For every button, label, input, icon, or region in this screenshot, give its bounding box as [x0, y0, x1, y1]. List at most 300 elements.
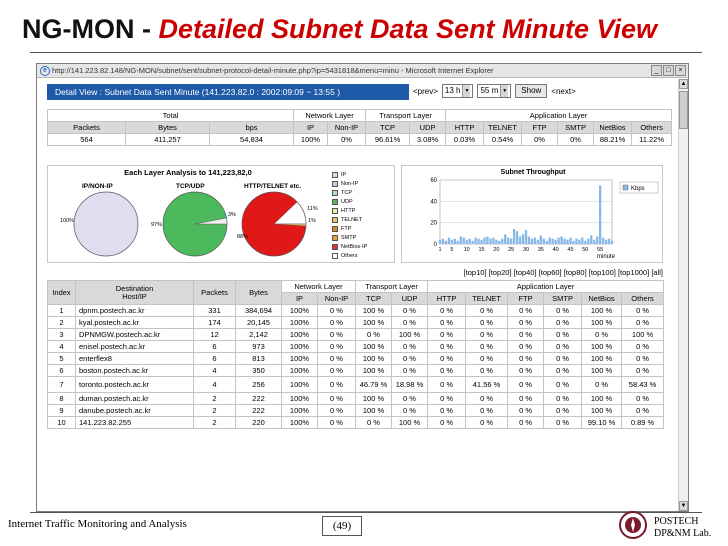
top10-link[interactable]: [top10] — [463, 268, 487, 277]
window-controls — [651, 65, 686, 76]
table-cell: 100 % — [582, 405, 622, 417]
pie-app-label: HTTP/TELNET etc. — [244, 183, 302, 190]
table-cell: 0 % — [466, 329, 508, 341]
summary-total-header: Total — [48, 110, 294, 122]
table-cell: 100 % — [582, 341, 622, 353]
summary-value: 0.54% — [484, 134, 522, 146]
throughput-bar — [507, 238, 509, 244]
table-cell: 18.98 % — [392, 377, 428, 393]
table-cell: 0 % — [318, 305, 356, 317]
pie-tcp-label: TCP/UDP — [176, 183, 205, 190]
throughput-bar — [546, 241, 548, 244]
host-name-link[interactable]: danube.postech.ac.kr — [76, 405, 194, 417]
pie-telnet-pct: 1% — [308, 218, 316, 224]
host-name-link[interactable]: 141.223.82.255 — [76, 417, 194, 429]
ie-icon: e — [40, 66, 50, 76]
table-cell: 100% — [282, 417, 318, 429]
summary-col-header: TCP — [366, 122, 410, 134]
host-name-link[interactable]: enterflex8 — [76, 353, 194, 365]
detail-col-header: TCP — [356, 293, 392, 305]
throughput-bar — [460, 237, 462, 244]
legend-label: Kbps — [631, 186, 645, 192]
summary-value: 11.22% — [632, 134, 672, 146]
table-cell: 0 % — [544, 305, 582, 317]
table-cell: 0 % — [318, 377, 356, 393]
throughput-bar — [540, 235, 542, 244]
top60-link[interactable]: [top60] — [538, 268, 562, 277]
destination-header-line1: Destination — [115, 283, 154, 293]
table-cell: 0 % — [466, 341, 508, 353]
legend-swatch — [332, 235, 338, 241]
table-cell: 973 — [236, 341, 282, 353]
vertical-scrollbar[interactable] — [678, 79, 688, 511]
summary-col-header: SMTP — [558, 122, 594, 134]
table-row — [48, 377, 664, 393]
throughput-bar — [566, 240, 568, 244]
table-cell: 0 % — [622, 353, 664, 365]
hour-select[interactable] — [442, 84, 474, 98]
throughput-bar — [590, 235, 592, 244]
table-cell: 2 — [48, 317, 76, 329]
legend-label: Non-IP — [341, 180, 359, 187]
table-cell: 0 % — [318, 317, 356, 329]
legend-label: IP — [341, 171, 347, 178]
summary-col-header: TELNET — [484, 122, 522, 134]
throughput-bar — [519, 237, 521, 244]
footer-org — [654, 516, 711, 540]
detail-col-header: Non-IP — [318, 293, 356, 305]
legend-item — [332, 170, 392, 179]
table-cell: 256 — [236, 377, 282, 393]
throughput-bar — [581, 238, 583, 244]
bytes-header: Bytes — [236, 281, 282, 305]
table-cell: 20,145 — [236, 317, 282, 329]
chevron-down-icon: ▼ — [500, 85, 508, 97]
table-cell: 0.89 % — [622, 417, 664, 429]
table-cell: 0 % — [622, 365, 664, 377]
table-cell: 0 % — [544, 405, 582, 417]
table-cell: 0 % — [544, 317, 582, 329]
legend-label: UDP — [341, 198, 353, 205]
x-tick-label: 50 — [582, 247, 589, 253]
table-cell: 100% — [282, 365, 318, 377]
throughput-bar — [477, 239, 479, 244]
table-cell: 0 % — [508, 353, 544, 365]
table-cell: 0 % — [544, 329, 582, 341]
x-tick-label: 1 — [438, 247, 442, 253]
minute-value: 55 m — [480, 86, 499, 95]
legend-swatch — [332, 253, 338, 259]
chevron-down-icon: ▼ — [462, 85, 470, 97]
slide-title-sub: Detailed Subnet Data Sent Minute View — [158, 14, 658, 44]
top1000-link[interactable]: [top1000] — [617, 268, 650, 277]
y-tick-label: 40 — [430, 199, 437, 206]
throughput-bar — [560, 237, 562, 244]
slide-title-main: NG-MON - — [22, 14, 159, 44]
table-cell: 12 — [194, 329, 236, 341]
top20-link[interactable]: [top20] — [488, 268, 512, 277]
throughput-bar — [439, 240, 441, 244]
table-cell: 0 % — [508, 405, 544, 417]
x-tick-label: 55 — [597, 247, 604, 253]
all-link[interactable]: [all] — [651, 268, 663, 277]
table-row — [48, 341, 664, 353]
host-name-link[interactable]: toronto.postech.ac.kr — [76, 377, 194, 393]
summary-col-header: Non-IP — [328, 122, 366, 134]
x-tick-label: 20 — [493, 247, 500, 253]
slide-title — [22, 14, 657, 45]
detail-transport-header: Transport Layer — [356, 281, 428, 293]
summary-network-header: Network Layer — [294, 110, 366, 122]
throughput-bar — [596, 237, 598, 244]
table-cell: 0 % — [428, 377, 466, 393]
host-name-link[interactable]: kyal.postech.ac.kr — [76, 317, 194, 329]
summary-table — [47, 109, 672, 146]
throughput-bar — [513, 229, 515, 244]
table-cell: 6 — [48, 365, 76, 377]
table-cell: 100 % — [356, 353, 392, 365]
table-cell: 0 % — [392, 341, 428, 353]
table-cell: 0 % — [544, 353, 582, 365]
x-tick-label: 35 — [537, 247, 544, 253]
summary-value: 0% — [558, 134, 594, 146]
throughput-bar — [474, 238, 476, 244]
throughput-bar — [471, 241, 473, 244]
table-cell: 100 % — [356, 305, 392, 317]
table-cell: 0 % — [318, 393, 356, 405]
x-tick-label: 15 — [478, 247, 485, 253]
throughput-bar — [572, 241, 574, 244]
summary-application-header: Application Layer — [446, 110, 672, 122]
table-cell: 100 % — [356, 365, 392, 377]
throughput-bar — [486, 237, 488, 244]
legend-item — [332, 233, 392, 242]
throughput-panel — [401, 165, 663, 263]
throughput-bar — [599, 185, 601, 244]
throughput-bar — [489, 239, 491, 244]
table-cell: 0 % — [544, 417, 582, 429]
host-rows — [48, 305, 664, 429]
legend-swatch — [623, 185, 628, 190]
detail-network-header: Network Layer — [282, 281, 356, 293]
legend-label: HTTP — [341, 207, 356, 214]
summary-transport-header: Transport Layer — [366, 110, 446, 122]
detail-col-header: FTP — [508, 293, 544, 305]
throughput-bar — [445, 241, 447, 244]
table-cell: 0 % — [392, 353, 428, 365]
throughput-bar — [587, 239, 589, 244]
table-cell: 0 % — [428, 365, 466, 377]
host-name-link[interactable]: duman.postech.ac.kr — [76, 393, 194, 405]
legend-label: FTP — [341, 225, 352, 232]
table-cell: 99.10 % — [582, 417, 622, 429]
table-cell: 0 % — [318, 353, 356, 365]
detail-col-header: NetBios — [582, 293, 622, 305]
summary-col-header: IP — [294, 122, 328, 134]
close-button[interactable]: × — [675, 65, 686, 76]
table-cell: 0 % — [622, 317, 664, 329]
table-cell: 0 % — [508, 417, 544, 429]
throughput-bar — [483, 238, 485, 244]
throughput-bar — [525, 230, 527, 244]
throughput-bar — [605, 240, 607, 244]
x-tick-label: 5 — [450, 247, 454, 253]
table-cell: 0 % — [466, 353, 508, 365]
table-cell: 0 % — [508, 377, 544, 393]
table-cell: 58.43 % — [622, 377, 664, 393]
table-cell: 100% — [282, 405, 318, 417]
throughput-bar — [522, 234, 524, 244]
table-cell: 6 — [194, 353, 236, 365]
throughput-bar — [549, 238, 551, 244]
detail-col-header: SMTP — [544, 293, 582, 305]
table-cell: 0 % — [466, 305, 508, 317]
pie-udp-pct: 3% — [228, 212, 236, 218]
table-cell: 100 % — [582, 365, 622, 377]
table-cell: 100% — [282, 329, 318, 341]
table-cell: 0 % — [544, 393, 582, 405]
table-cell: 174 — [194, 317, 236, 329]
throughput-bar — [537, 240, 539, 244]
pie-netbios-pct: 88% — [237, 234, 249, 240]
table-cell: 0 % — [318, 329, 356, 341]
table-cell: 0 % — [508, 305, 544, 317]
table-cell: 0 % — [622, 305, 664, 317]
minimize-button[interactable]: _ — [651, 65, 662, 76]
host-detail-table — [47, 280, 664, 429]
host-name-link[interactable]: boston.postech.ac.kr — [76, 365, 194, 377]
detail-application-header: Application Layer — [428, 281, 664, 293]
detail-col-header: HTTP — [428, 293, 466, 305]
table-cell: 0 % — [508, 329, 544, 341]
table-row — [48, 317, 664, 329]
table-cell: 100% — [282, 377, 318, 393]
throughput-bar — [593, 240, 595, 244]
summary-col-header: NetBios — [594, 122, 632, 134]
table-cell: 813 — [236, 353, 282, 365]
host-name-link[interactable]: enisel.postech.ac.kr — [76, 341, 194, 353]
table-row — [48, 393, 664, 405]
table-cell: 0 % — [466, 417, 508, 429]
table-cell: 46.79 % — [356, 377, 392, 393]
index-header: Index — [48, 281, 76, 305]
table-cell: 0 % — [428, 353, 466, 365]
scroll-thumb[interactable] — [679, 91, 688, 129]
host-name-link[interactable]: dpnm.postech.ac.kr — [76, 305, 194, 317]
scroll-up-icon[interactable]: ▲ — [680, 81, 687, 87]
table-cell: 0 % — [428, 317, 466, 329]
top80-link[interactable]: [top80] — [563, 268, 587, 277]
legend-label: TELNET — [341, 216, 363, 223]
top40-link[interactable]: [top40] — [513, 268, 537, 277]
table-cell: 10 — [48, 417, 76, 429]
browser-window — [36, 63, 689, 512]
throughput-bar — [495, 240, 497, 244]
throughput-bar — [531, 239, 533, 244]
maximize-button[interactable]: □ — [663, 65, 674, 76]
table-cell: 0 % — [466, 365, 508, 377]
table-cell: 0 % — [466, 405, 508, 417]
table-cell: 0 % — [318, 417, 356, 429]
table-cell: 1 — [48, 305, 76, 317]
table-cell: 0 % — [318, 365, 356, 377]
legend-swatch — [332, 181, 338, 187]
throughput-bar — [569, 238, 571, 244]
table-cell: 0 % — [392, 305, 428, 317]
pie-tcp-pct: 97% — [151, 222, 163, 228]
detail-col-header: UDP — [392, 293, 428, 305]
summary-value: 411,257 — [126, 134, 210, 146]
throughput-bar — [442, 239, 444, 244]
table-row — [48, 417, 664, 429]
summary-col-header: HTTP — [446, 122, 484, 134]
show-button[interactable]: Show — [515, 84, 547, 98]
throughput-bar — [451, 240, 453, 244]
table-cell: 0 % — [622, 393, 664, 405]
throughput-bar — [534, 238, 536, 244]
scroll-down-icon[interactable]: ▼ — [680, 503, 687, 509]
table-cell: 100 % — [582, 353, 622, 365]
throughput-bar — [602, 238, 604, 244]
table-cell: 331 — [194, 305, 236, 317]
legend-item — [332, 224, 392, 233]
top-n-links — [37, 268, 663, 277]
detail-view-header: Detail View : Subnet Data Sent Minute (141.223.82.0 : 2002:09:09 ~ 13:55 ) — [47, 84, 409, 100]
x-axis-label: minute — [596, 254, 616, 260]
table-cell: 5 — [48, 353, 76, 365]
pie-others-pct: 11% — [307, 206, 318, 212]
table-cell: 4 — [194, 365, 236, 377]
table-cell: 0 % — [428, 417, 466, 429]
legend-swatch — [332, 208, 338, 214]
table-cell: 350 — [236, 365, 282, 377]
summary-col-header: bps — [210, 122, 294, 134]
table-cell: 2 — [194, 405, 236, 417]
table-cell: 9 — [48, 405, 76, 417]
throughput-bar — [501, 239, 503, 244]
table-cell: 384,694 — [236, 305, 282, 317]
throughput-bar — [448, 238, 450, 244]
legend-item — [332, 242, 392, 251]
summary-col-header: Bytes — [126, 122, 210, 134]
next-link[interactable]: <next> — [551, 86, 576, 96]
legend-item — [332, 206, 392, 215]
table-cell: 8 — [48, 393, 76, 405]
layer-pies — [48, 166, 328, 264]
legend-item — [332, 215, 392, 224]
throughput-bar — [457, 241, 459, 244]
throughput-bar — [468, 239, 470, 244]
top100-link[interactable]: [top100] — [588, 268, 616, 277]
layer-legend — [332, 170, 392, 260]
layer-analysis-panel — [47, 165, 395, 263]
table-cell: 100 % — [622, 329, 664, 341]
table-cell: 0 % — [428, 341, 466, 353]
pie-ip-pct: 100% — [60, 218, 75, 224]
host-name-link[interactable]: DPNMGW.postech.ac.kr — [76, 329, 194, 341]
summary-value: 88.21% — [594, 134, 632, 146]
summary-value: 96.61% — [366, 134, 410, 146]
throughput-bar — [463, 238, 465, 244]
legend-swatch — [332, 190, 338, 196]
table-cell: 222 — [236, 405, 282, 417]
throughput-bar — [608, 239, 610, 244]
table-cell: 100% — [282, 393, 318, 405]
table-cell: 4 — [48, 341, 76, 353]
legend-item — [332, 197, 392, 206]
table-cell: 0 % — [318, 341, 356, 353]
throughput-chart — [402, 166, 664, 264]
prev-link[interactable]: <prev> — [413, 86, 438, 96]
x-tick-label: 45 — [567, 247, 574, 253]
legend-item — [332, 251, 392, 260]
throughput-bar — [552, 239, 554, 244]
destination-header-line2: Host/IP — [122, 291, 147, 301]
legend-swatch — [332, 226, 338, 232]
page-content — [37, 79, 678, 511]
table-cell: 100 % — [356, 405, 392, 417]
legend-swatch — [332, 244, 338, 250]
table-cell: 0 % — [392, 405, 428, 417]
table-cell: 0 % — [356, 329, 392, 341]
throughput-bar — [510, 239, 512, 244]
throughput-bar — [557, 238, 559, 244]
legend-label: NetBios-IP — [341, 243, 368, 250]
table-cell: 0 % — [428, 305, 466, 317]
throughput-bar — [575, 239, 577, 244]
throughput-bar — [504, 234, 506, 244]
minute-select[interactable] — [477, 84, 511, 98]
summary-value: 54,834 — [210, 134, 294, 146]
browser-title: http://141.223.82.148/NG-MON/subnet/sent/subnet-protocol-detail-minute.php?ip=5431818&menu=minu - Microsoft Internet Explorer — [52, 66, 494, 75]
table-cell: 0 % — [508, 341, 544, 353]
destination-header — [76, 281, 194, 305]
x-tick-label: 40 — [552, 247, 559, 253]
table-cell: 100 % — [582, 305, 622, 317]
throughput-bar — [516, 231, 518, 244]
table-cell: 0 % — [428, 405, 466, 417]
summary-value: 0% — [522, 134, 558, 146]
legend-item — [332, 179, 392, 188]
table-cell: 100% — [282, 341, 318, 353]
table-cell: 0 % — [466, 317, 508, 329]
table-cell: 100 % — [392, 329, 428, 341]
throughput-title: Subnet Throughput — [500, 169, 566, 176]
table-cell: 3 — [48, 329, 76, 341]
throughput-bar — [454, 239, 456, 244]
title-divider — [30, 52, 702, 53]
throughput-bar — [528, 237, 530, 244]
summary-value: 564 — [48, 134, 126, 146]
table-cell: 0 % — [466, 393, 508, 405]
throughput-bar — [498, 241, 500, 244]
table-cell: 7 — [48, 377, 76, 393]
table-cell: 0 % — [508, 365, 544, 377]
summary-value: 100% — [294, 134, 328, 146]
table-row — [48, 365, 664, 377]
footer-org-line1: POSTECH — [654, 516, 699, 527]
x-tick-label: 30 — [522, 247, 530, 253]
summary-value: 0% — [328, 134, 366, 146]
table-cell: 0 % — [356, 417, 392, 429]
legend-label: SMTP — [341, 234, 357, 241]
y-tick-label: 20 — [430, 220, 437, 227]
pie-ip-slice — [74, 192, 138, 256]
table-row — [48, 353, 664, 365]
table-cell: 100 % — [356, 341, 392, 353]
detail-col-header: Others — [622, 293, 664, 305]
footer-org-line2: DP&NM Lab. — [654, 528, 712, 539]
